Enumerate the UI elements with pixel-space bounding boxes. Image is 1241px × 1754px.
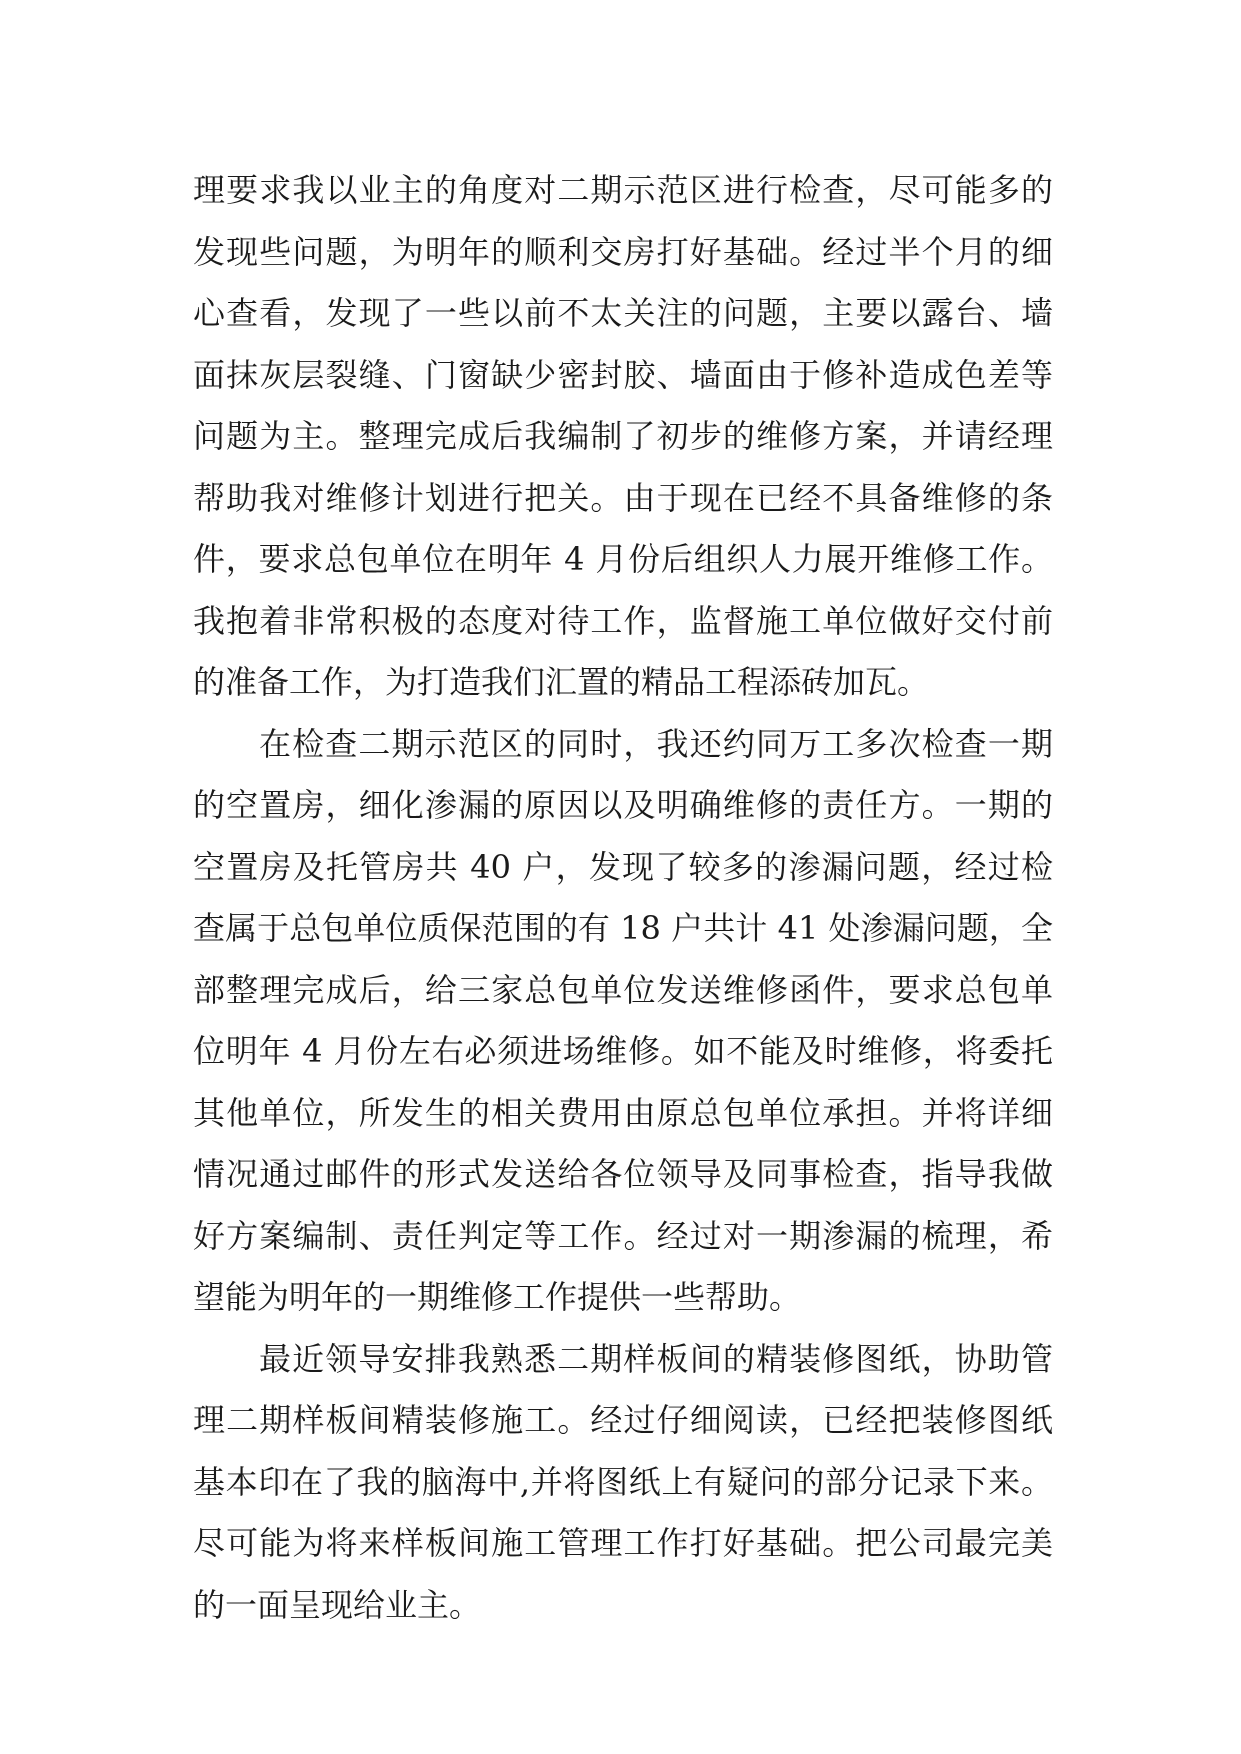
paragraph-inspection-phase2 — [193, 160, 1053, 714]
text-line: 空置房及托管房共 40 户，发现了较多的渗漏问题，经过检 — [193, 847, 1053, 886]
text-line: 理二期样板间精装修施工。经过仔细阅读，已经把装修图纸 — [193, 1401, 1053, 1439]
text-line: 好方案编制、责任判定等工作。经过对一期渗漏的梳理，希 — [193, 1216, 1053, 1255]
text-line: 查属于总包单位质保范围的有 18 户共计 41 处渗漏问题，全 — [193, 909, 1053, 947]
text-line: 位明年 4 月份左右必须进场维修。如不能及时维修，将委托 — [193, 1032, 1053, 1070]
text-line: 的空置房，细化渗漏的原因以及明确维修的责任方。一期的 — [193, 786, 1053, 824]
text-line: 面抹灰层裂缝、门窗缺少密封胶、墙面由于修补造成色差等 — [193, 355, 1053, 394]
text-line: 基本印在了我的脑海中,并将图纸上有疑问的部分记录下来。 — [193, 1462, 1053, 1501]
text-line: 理要求我以业主的角度对二期示范区进行检查，尽可能多的 — [193, 171, 1053, 209]
paragraph-leakage-phase1 — [193, 714, 1053, 1329]
text-line: 帮助我对维修计划进行把关。由于现在已经不具备维修的条 — [193, 478, 1053, 517]
text-line: 发现些问题，为明年的顺利交房打好基础。经过半个月的细 — [193, 232, 1053, 271]
text-line: 尽可能为将来样板间施工管理工作打好基础。把公司最完美 — [193, 1524, 1053, 1562]
text-line: 心查看，发现了一些以前不太关注的问题，主要以露台、墙 — [193, 294, 1053, 332]
text-line: 望能为明年的一期维修工作提供一些帮助。 — [193, 1278, 802, 1316]
text-line: 其他单位，所发生的相关费用由原总包单位承担。并将详细 — [193, 1093, 1053, 1132]
text-line: 在检查二期示范区的同时，我还约同万工多次检查一期 — [259, 724, 1053, 763]
document-body — [193, 160, 1053, 1636]
text-line: 的准备工作，为打造我们汇置的精品工程添砖加瓦。 — [193, 663, 930, 701]
text-line: 部整理完成后，给三家总包单位发送维修函件，要求总包单 — [193, 970, 1053, 1009]
text-line: 情况通过邮件的形式发送给各位领导及同事检查，指导我做 — [193, 1155, 1053, 1193]
text-line: 我抱着非常积极的态度对待工作，监督施工单位做好交付前 — [193, 601, 1053, 640]
text-line: 最近领导安排我熟悉二期样板间的精装修图纸，协助管 — [259, 1339, 1053, 1378]
text-line: 的一面呈现给业主。 — [193, 1585, 482, 1624]
text-line: 件，要求总包单位在明年 4 月份后组织人力展开维修工作。 — [193, 540, 1053, 578]
paragraph-showroom-decoration — [193, 1329, 1053, 1637]
text-line: 问题为主。整理完成后我编制了初步的维修方案，并请经理 — [193, 417, 1053, 455]
